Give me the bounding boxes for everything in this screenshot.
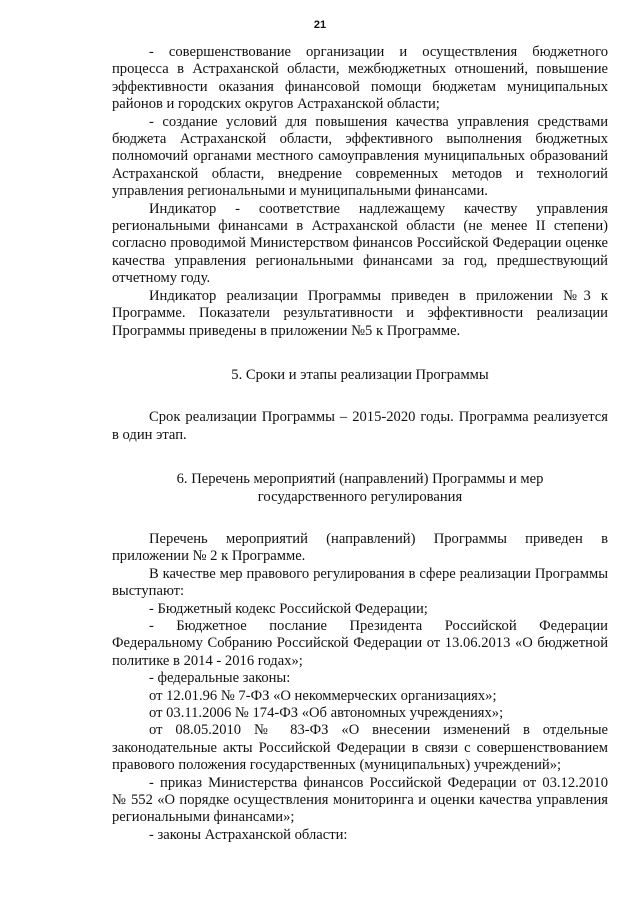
paragraph-indicator-appendix: Индикатор реализации Программы приведен в приложении №3 к Программе. Показатели результативности и эффективности реализации Программы приведены в приложении №5 к Программе. (112, 287, 608, 339)
paragraph-measures-list: Перечень мероприятий (направлений) Программы приведен в приложении № 2 к Программе. (112, 530, 608, 565)
paragraph-budget-process: - совершенствование организации и осуществления бюджетного процесса в Астраханской области, межбюджетных отношений, повышение эффективности оказания финансовой помощи бюджетам муниципальных районов и городских округов Астраханской области; (112, 44, 608, 113)
list-item-budget-code: - Бюджетный кодекс Российской Федерации; (149, 600, 428, 617)
list-item-order-552: - приказ Министерства финансов Российской Федерации от 03.12.2010 № 552 «О порядке осуществления мониторинга и оценки качества управления региональными финансами»; (112, 774, 608, 826)
list-item-regional-laws: - законы Астраханской области: (149, 826, 348, 843)
list-item-law-174-fz: от 03.11.2006 № 174-ФЗ «Об автономных учреждениях»; (149, 705, 504, 721)
section-6-heading-line-1: 6. Перечень мероприятий (направлений) Программы и мер (176, 471, 544, 488)
paragraph-legal-measures: В качестве мер правового регулирования в сфере реализации Программы выступают: (112, 565, 608, 600)
list-item-law-7-fz: от 12.01.96 № 7-ФЗ «О некоммерческих организациях»; (149, 687, 497, 704)
paragraph-program-term: Срок реализации Программы – 2015-2020 годы. Программа реализуется в один этап. (112, 409, 608, 443)
section-6-heading-line-2: государственного регулирования (257, 488, 463, 505)
paragraph-budget-conditions: - создание условий для повышения качества управления средствами бюджета Астраханской области, эффективного выполнения бюджетных полномочий органами местного самоуправления муниципальных образований Астраханской области, внедрение современных методов и технологий управления региональными и муниципальными финансами. (112, 113, 608, 200)
list-item-federal-laws: - федеральные законы: (149, 670, 291, 687)
page-number: 21 (313, 19, 327, 31)
list-item-law-83-fz: от 08.05.2010 № 83-ФЗ «О внесении изменений в отдельные законодательные акты Российской Федерации в связи с совершенствованием правового положения государственных (муниципальных) учреждений»; (112, 722, 608, 774)
list-item-budget-message: - Бюджетное послание Президента Российской Федерации Федеральному Собранию Российской Федерации от 13.06.2013 «О бюджетной политике в 2014 - 2016 годах»; (112, 617, 608, 669)
section-5-heading: 5. Сроки и этапы реализации Программы (231, 366, 489, 383)
paragraph-indicator: Индикатор - соответствие надлежащему качеству управления региональными финансами в Астраханской области (не менее II степени) согласно проводимой Министерством финансов Российской Федерации оценке качества управления региональными финансами за год, предшествующий отчетному году. (112, 200, 608, 287)
